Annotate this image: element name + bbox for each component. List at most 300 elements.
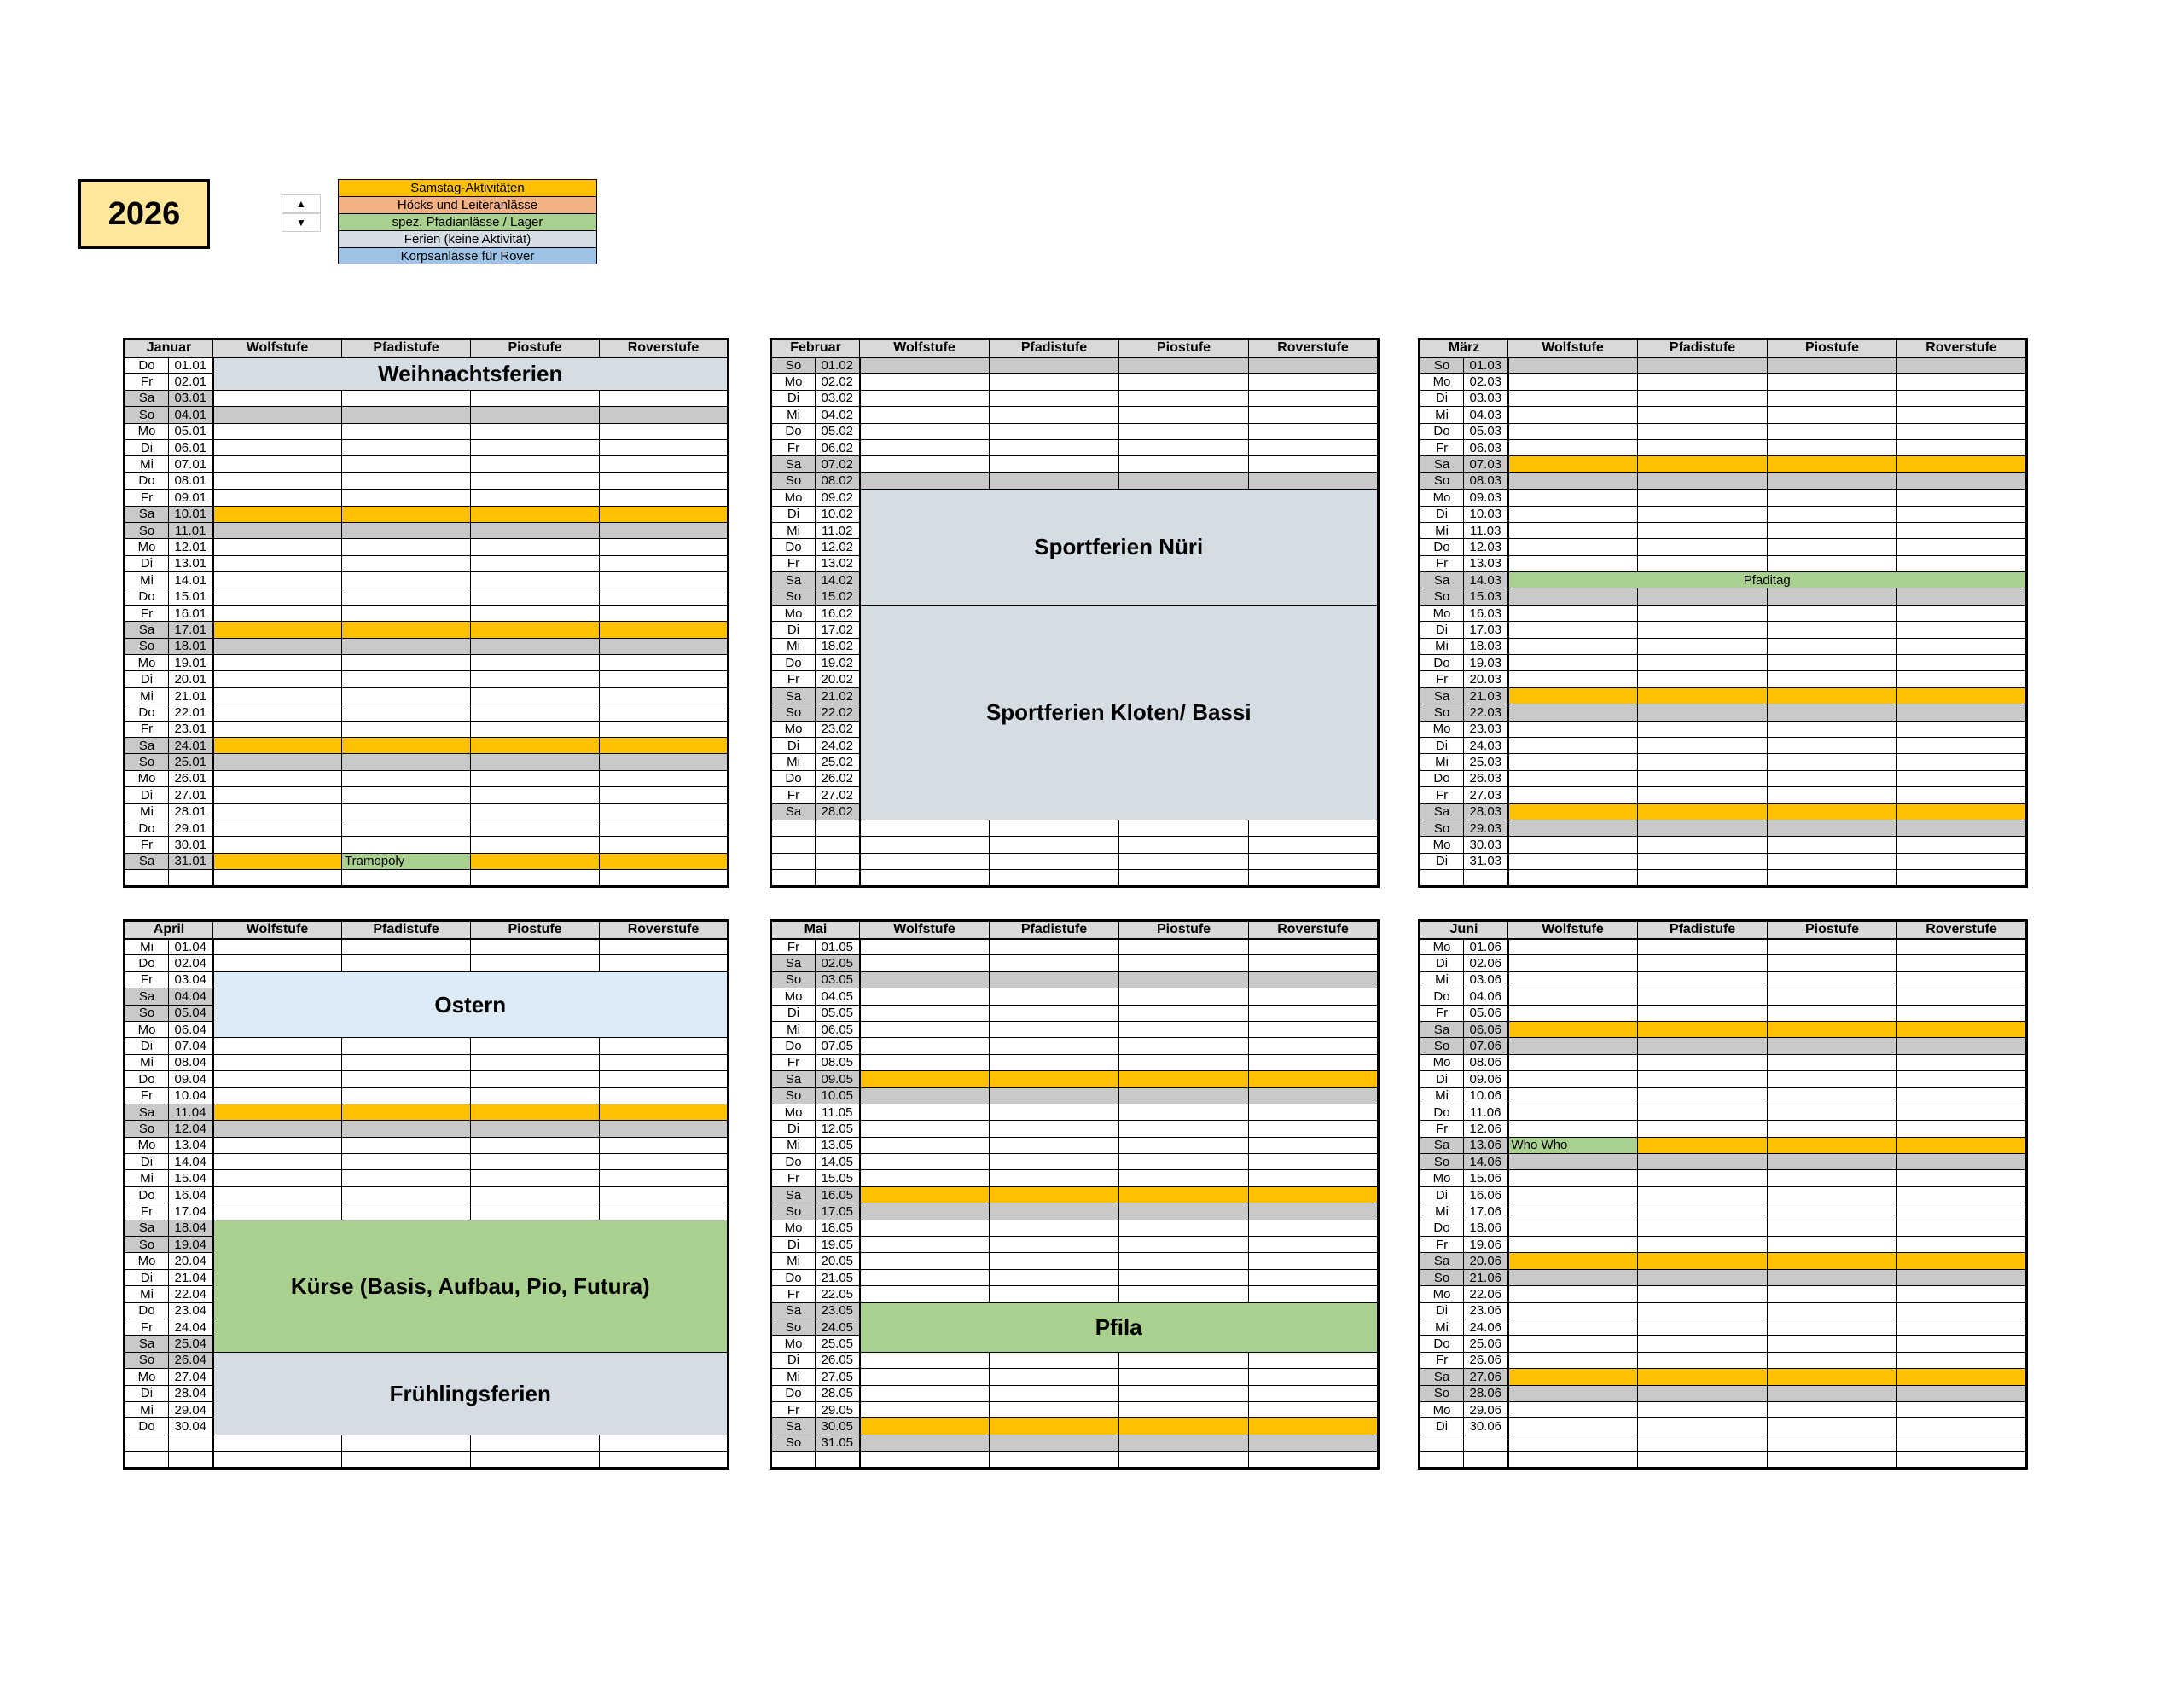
activity-cell[interactable] xyxy=(471,522,600,538)
activity-cell[interactable] xyxy=(1638,1352,1768,1368)
activity-cell[interactable] xyxy=(860,1385,990,1401)
activity-cell[interactable] xyxy=(1638,1054,1768,1070)
activity-cell[interactable] xyxy=(1768,539,1897,555)
activity-cell[interactable] xyxy=(471,390,600,406)
activity-cell[interactable] xyxy=(990,1038,1119,1054)
activity-cell[interactable] xyxy=(990,1435,1119,1451)
activity-cell[interactable] xyxy=(471,407,600,423)
activity-cell[interactable] xyxy=(213,1087,342,1104)
activity-cell[interactable] xyxy=(990,1220,1119,1236)
activity-cell[interactable] xyxy=(213,555,342,571)
activity-cell[interactable] xyxy=(600,1203,729,1220)
activity-cell[interactable] xyxy=(213,572,342,588)
activity-cell[interactable] xyxy=(860,1269,990,1285)
activity-cell[interactable] xyxy=(1508,1253,1638,1269)
activity-cell[interactable] xyxy=(990,423,1119,439)
activity-cell[interactable] xyxy=(1768,555,1897,571)
activity-cell[interactable] xyxy=(213,1104,342,1120)
activity-cell[interactable] xyxy=(1768,1005,1897,1021)
activity-cell[interactable] xyxy=(1897,1319,2027,1335)
activity-cell[interactable] xyxy=(1897,1269,2027,1285)
activity-cell[interactable] xyxy=(1508,605,1638,621)
activity-cell[interactable] xyxy=(1508,423,1638,439)
activity-cell[interactable] xyxy=(1638,1302,1768,1319)
activity-cell[interactable] xyxy=(1897,588,2027,605)
activity-cell[interactable] xyxy=(342,490,471,506)
activity-cell[interactable] xyxy=(1119,1071,1249,1087)
activity-cell[interactable] xyxy=(471,605,600,621)
activity-cell[interactable] xyxy=(1897,1418,2027,1435)
activity-cell[interactable] xyxy=(860,1170,990,1186)
activity-cell[interactable] xyxy=(1119,939,1249,955)
activity-cell[interactable] xyxy=(1897,1021,2027,1037)
activity-cell[interactable] xyxy=(1249,1220,1379,1236)
activity-cell[interactable] xyxy=(1119,1154,1249,1170)
activity-cell[interactable] xyxy=(213,655,342,671)
activity-cell[interactable] xyxy=(860,456,990,472)
activity-cell[interactable] xyxy=(1768,423,1897,439)
activity-cell[interactable] xyxy=(1897,1435,2027,1451)
activity-cell[interactable] xyxy=(600,1071,729,1087)
activity-cell[interactable] xyxy=(1768,955,1897,971)
activity-cell[interactable] xyxy=(1508,737,1638,753)
activity-cell[interactable] xyxy=(342,622,471,638)
activity-cell[interactable] xyxy=(990,1121,1119,1137)
activity-cell[interactable] xyxy=(1768,1203,1897,1220)
activity-cell[interactable] xyxy=(213,588,342,605)
activity-cell[interactable] xyxy=(1897,971,2027,988)
activity-cell[interactable] xyxy=(1638,1121,1768,1137)
activity-cell[interactable] xyxy=(1508,837,1638,853)
activity-cell[interactable] xyxy=(1638,423,1768,439)
activity-cell[interactable] xyxy=(1249,1253,1379,1269)
activity-cell[interactable] xyxy=(213,638,342,654)
activity-cell[interactable] xyxy=(1768,1336,1897,1352)
activity-cell[interactable] xyxy=(471,770,600,786)
activity-cell[interactable] xyxy=(600,1170,729,1186)
activity-cell[interactable] xyxy=(1119,1352,1249,1368)
activity-cell[interactable] xyxy=(600,390,729,406)
activity-cell[interactable] xyxy=(600,1121,729,1137)
activity-cell[interactable] xyxy=(1897,555,2027,571)
activity-cell[interactable] xyxy=(1638,390,1768,406)
activity-cell[interactable] xyxy=(860,1021,990,1037)
activity-cell[interactable] xyxy=(342,939,471,955)
activity-cell[interactable] xyxy=(1897,490,2027,506)
activity-cell[interactable] xyxy=(860,1203,990,1220)
activity-cell[interactable] xyxy=(213,770,342,786)
activity-cell[interactable] xyxy=(1768,522,1897,538)
activity-cell[interactable] xyxy=(1508,1054,1638,1070)
activity-cell[interactable] xyxy=(600,853,729,869)
activity-cell[interactable] xyxy=(1638,522,1768,538)
activity-cell[interactable] xyxy=(1119,1087,1249,1104)
activity-cell[interactable] xyxy=(1768,472,1897,489)
activity-cell[interactable] xyxy=(860,1435,990,1451)
activity-cell[interactable] xyxy=(213,853,342,869)
activity-cell[interactable] xyxy=(213,490,342,506)
activity-cell[interactable] xyxy=(1768,787,1897,803)
activity-cell[interactable] xyxy=(860,1137,990,1153)
activity-cell[interactable] xyxy=(1119,837,1249,853)
activity-cell[interactable] xyxy=(1249,1286,1379,1302)
activity-cell[interactable] xyxy=(1249,423,1379,439)
activity-cell[interactable] xyxy=(600,1137,729,1153)
activity-cell[interactable] xyxy=(860,472,990,489)
activity-cell[interactable] xyxy=(471,1121,600,1137)
activity-cell[interactable] xyxy=(1508,988,1638,1005)
activity-cell[interactable] xyxy=(342,787,471,803)
activity-cell[interactable] xyxy=(600,638,729,654)
activity-cell[interactable] xyxy=(860,1369,990,1385)
activity-cell[interactable] xyxy=(600,423,729,439)
activity-cell[interactable] xyxy=(1249,1401,1379,1417)
activity-cell[interactable] xyxy=(1897,522,2027,538)
activity-cell[interactable] xyxy=(1119,1203,1249,1220)
activity-cell[interactable] xyxy=(1119,988,1249,1005)
activity-cell[interactable] xyxy=(471,787,600,803)
activity-cell[interactable] xyxy=(471,837,600,853)
activity-cell[interactable] xyxy=(600,1038,729,1054)
activity-cell[interactable] xyxy=(1897,1087,2027,1104)
activity-cell[interactable] xyxy=(1508,439,1638,455)
activity-cell[interactable] xyxy=(1638,1203,1768,1220)
activity-cell[interactable] xyxy=(1897,1286,2027,1302)
activity-cell[interactable] xyxy=(342,555,471,571)
activity-cell[interactable] xyxy=(1897,622,2027,638)
activity-cell[interactable] xyxy=(342,522,471,538)
activity-cell[interactable] xyxy=(1638,754,1768,770)
activity-cell[interactable] xyxy=(1119,1021,1249,1037)
activity-cell[interactable] xyxy=(1768,1269,1897,1285)
activity-cell[interactable] xyxy=(1638,853,1768,869)
activity-cell[interactable] xyxy=(1508,456,1638,472)
activity-cell[interactable] xyxy=(1119,407,1249,423)
activity-cell[interactable] xyxy=(1768,1071,1897,1087)
activity-cell[interactable] xyxy=(600,539,729,555)
activity-cell[interactable] xyxy=(1249,439,1379,455)
activity-cell[interactable] xyxy=(471,1137,600,1153)
activity-cell[interactable] xyxy=(471,687,600,704)
activity-cell[interactable] xyxy=(342,655,471,671)
activity-cell[interactable] xyxy=(1638,704,1768,721)
activity-cell[interactable] xyxy=(1897,955,2027,971)
activity-cell[interactable] xyxy=(1897,704,2027,721)
activity-cell[interactable] xyxy=(600,1104,729,1120)
activity-cell[interactable] xyxy=(860,853,990,869)
activity-cell[interactable] xyxy=(1897,1005,2027,1021)
activity-cell[interactable] xyxy=(1897,1203,2027,1220)
activity-cell[interactable] xyxy=(1768,490,1897,506)
activity-cell[interactable] xyxy=(1897,1038,2027,1054)
activity-cell[interactable] xyxy=(1249,955,1379,971)
activity-cell[interactable] xyxy=(1249,1021,1379,1037)
activity-cell[interactable] xyxy=(1638,1336,1768,1352)
activity-cell[interactable] xyxy=(1897,1220,2027,1236)
activity-cell[interactable] xyxy=(990,1005,1119,1021)
activity-cell[interactable] xyxy=(1508,638,1638,654)
activity-cell[interactable] xyxy=(860,1154,990,1170)
activity-cell[interactable] xyxy=(1508,971,1638,988)
activity-cell[interactable] xyxy=(1249,1154,1379,1170)
activity-cell[interactable] xyxy=(1508,1401,1638,1417)
activity-cell[interactable] xyxy=(1768,1054,1897,1070)
activity-cell[interactable] xyxy=(1508,407,1638,423)
activity-cell[interactable] xyxy=(860,1220,990,1236)
activity-cell[interactable] xyxy=(1249,1104,1379,1120)
activity-cell[interactable] xyxy=(1638,1385,1768,1401)
activity-cell[interactable] xyxy=(1119,1269,1249,1285)
activity-cell[interactable] xyxy=(1508,1336,1638,1352)
activity-cell[interactable] xyxy=(1897,456,2027,472)
activity-cell[interactable] xyxy=(1119,1054,1249,1070)
activity-cell[interactable] xyxy=(600,1186,729,1203)
activity-cell[interactable] xyxy=(600,555,729,571)
activity-cell[interactable] xyxy=(342,770,471,786)
activity-cell[interactable] xyxy=(1768,721,1897,737)
activity-cell[interactable] xyxy=(213,390,342,406)
activity-cell[interactable] xyxy=(342,456,471,472)
activity-cell[interactable] xyxy=(471,1170,600,1186)
activity-cell[interactable] xyxy=(1897,1104,2027,1120)
activity-cell[interactable] xyxy=(860,1286,990,1302)
activity-cell[interactable] xyxy=(1768,770,1897,786)
activity-cell[interactable] xyxy=(860,1186,990,1203)
activity-cell[interactable] xyxy=(860,439,990,455)
activity-cell[interactable] xyxy=(1249,390,1379,406)
activity-cell[interactable] xyxy=(342,1121,471,1137)
activity-cell[interactable] xyxy=(213,704,342,721)
activity-cell[interactable] xyxy=(1638,671,1768,687)
activity-cell[interactable] xyxy=(600,837,729,853)
activity-cell[interactable] xyxy=(1638,1154,1768,1170)
activity-cell[interactable] xyxy=(600,1154,729,1170)
activity-cell[interactable] xyxy=(600,622,729,638)
activity-cell[interactable] xyxy=(213,1137,342,1153)
activity-cell[interactable] xyxy=(1249,1121,1379,1137)
activity-cell[interactable] xyxy=(471,588,600,605)
activity-cell[interactable] xyxy=(342,1104,471,1120)
activity-cell[interactable] xyxy=(213,1071,342,1087)
activity-cell[interactable] xyxy=(1119,374,1249,390)
activity-cell[interactable] xyxy=(600,687,729,704)
event-cell[interactable]: Who Who xyxy=(1508,1137,1638,1153)
activity-cell[interactable] xyxy=(213,1154,342,1170)
activity-cell[interactable] xyxy=(860,1253,990,1269)
activity-cell[interactable] xyxy=(1638,555,1768,571)
activity-cell[interactable] xyxy=(990,472,1119,489)
activity-cell[interactable] xyxy=(213,1170,342,1186)
activity-cell[interactable] xyxy=(1638,820,1768,836)
activity-cell[interactable] xyxy=(1638,1071,1768,1087)
activity-cell[interactable] xyxy=(1638,939,1768,955)
activity-cell[interactable] xyxy=(1638,1253,1768,1269)
activity-cell[interactable] xyxy=(1249,1137,1379,1153)
activity-cell[interactable] xyxy=(860,1071,990,1087)
activity-cell[interactable] xyxy=(471,721,600,737)
activity-cell[interactable] xyxy=(213,1054,342,1070)
activity-cell[interactable] xyxy=(860,1418,990,1435)
activity-cell[interactable] xyxy=(342,1071,471,1087)
activity-cell[interactable] xyxy=(1119,390,1249,406)
activity-cell[interactable] xyxy=(471,622,600,638)
activity-cell[interactable] xyxy=(1119,1435,1249,1451)
activity-cell[interactable] xyxy=(213,439,342,455)
activity-cell[interactable] xyxy=(1508,1352,1638,1368)
activity-cell[interactable] xyxy=(471,572,600,588)
activity-cell[interactable] xyxy=(1768,1220,1897,1236)
activity-cell[interactable] xyxy=(860,1054,990,1070)
activity-cell[interactable] xyxy=(860,837,990,853)
activity-cell[interactable] xyxy=(1768,506,1897,522)
activity-cell[interactable] xyxy=(1638,539,1768,555)
activity-cell[interactable] xyxy=(990,988,1119,1005)
activity-cell[interactable] xyxy=(1119,1418,1249,1435)
activity-cell[interactable] xyxy=(342,1137,471,1153)
activity-cell[interactable] xyxy=(213,1121,342,1137)
activity-cell[interactable] xyxy=(1638,472,1768,489)
activity-cell[interactable] xyxy=(342,687,471,704)
activity-cell[interactable] xyxy=(1508,1319,1638,1335)
activity-cell[interactable] xyxy=(1508,1186,1638,1203)
activity-cell[interactable] xyxy=(1638,1087,1768,1104)
activity-cell[interactable] xyxy=(471,1038,600,1054)
activity-cell[interactable] xyxy=(1768,1021,1897,1037)
activity-cell[interactable] xyxy=(1249,357,1379,374)
activity-cell[interactable] xyxy=(860,1352,990,1368)
activity-cell[interactable] xyxy=(1638,955,1768,971)
activity-cell[interactable] xyxy=(1508,1021,1638,1037)
activity-cell[interactable] xyxy=(1249,1170,1379,1186)
activity-cell[interactable] xyxy=(471,1087,600,1104)
activity-cell[interactable] xyxy=(1249,1352,1379,1368)
activity-cell[interactable] xyxy=(1249,1071,1379,1087)
activity-cell[interactable] xyxy=(1638,1137,1768,1153)
activity-cell[interactable] xyxy=(1638,374,1768,390)
activity-cell[interactable] xyxy=(1897,988,2027,1005)
activity-cell[interactable] xyxy=(342,638,471,654)
activity-cell[interactable] xyxy=(1897,737,2027,753)
activity-cell[interactable] xyxy=(1768,837,1897,853)
activity-cell[interactable] xyxy=(1768,456,1897,472)
activity-cell[interactable] xyxy=(600,820,729,836)
activity-cell[interactable] xyxy=(1897,472,2027,489)
activity-cell[interactable] xyxy=(471,803,600,820)
activity-cell[interactable] xyxy=(342,1154,471,1170)
activity-cell[interactable] xyxy=(213,423,342,439)
activity-cell[interactable] xyxy=(1768,1038,1897,1054)
activity-cell[interactable] xyxy=(342,1038,471,1054)
activity-cell[interactable] xyxy=(342,472,471,489)
activity-cell[interactable] xyxy=(1897,1071,2027,1087)
activity-cell[interactable] xyxy=(1249,1038,1379,1054)
activity-cell[interactable] xyxy=(600,407,729,423)
activity-cell[interactable] xyxy=(860,1237,990,1253)
activity-cell[interactable] xyxy=(213,539,342,555)
activity-cell[interactable] xyxy=(990,1401,1119,1417)
activity-cell[interactable] xyxy=(1508,853,1638,869)
activity-cell[interactable] xyxy=(1508,1170,1638,1186)
activity-cell[interactable] xyxy=(1119,439,1249,455)
activity-cell[interactable] xyxy=(1897,655,2027,671)
activity-cell[interactable] xyxy=(1508,955,1638,971)
activity-cell[interactable] xyxy=(213,671,342,687)
activity-cell[interactable] xyxy=(1119,357,1249,374)
activity-cell[interactable] xyxy=(1119,1369,1249,1385)
activity-cell[interactable] xyxy=(1508,1154,1638,1170)
activity-cell[interactable] xyxy=(342,704,471,721)
activity-cell[interactable] xyxy=(1249,1418,1379,1435)
activity-cell[interactable] xyxy=(1768,357,1897,374)
activity-cell[interactable] xyxy=(1249,456,1379,472)
activity-cell[interactable] xyxy=(1768,1319,1897,1335)
activity-cell[interactable] xyxy=(342,737,471,753)
activity-cell[interactable] xyxy=(990,1054,1119,1070)
activity-cell[interactable] xyxy=(1768,687,1897,704)
activity-cell[interactable] xyxy=(1638,1286,1768,1302)
activity-cell[interactable] xyxy=(1897,837,2027,853)
spinner-down-icon[interactable]: ▼ xyxy=(282,213,321,232)
activity-cell[interactable] xyxy=(1249,1269,1379,1285)
activity-cell[interactable] xyxy=(990,1237,1119,1253)
activity-cell[interactable] xyxy=(1768,605,1897,621)
activity-cell[interactable] xyxy=(342,572,471,588)
activity-cell[interactable] xyxy=(1508,522,1638,538)
activity-cell[interactable] xyxy=(213,687,342,704)
activity-cell[interactable] xyxy=(600,472,729,489)
activity-cell[interactable] xyxy=(990,1352,1119,1368)
activity-cell[interactable] xyxy=(600,1435,729,1451)
activity-cell[interactable] xyxy=(1119,1137,1249,1153)
activity-cell[interactable] xyxy=(600,522,729,538)
activity-cell[interactable] xyxy=(1768,1401,1897,1417)
activity-cell[interactable] xyxy=(1768,971,1897,988)
activity-cell[interactable] xyxy=(1508,655,1638,671)
activity-cell[interactable] xyxy=(1508,820,1638,836)
activity-cell[interactable] xyxy=(1249,407,1379,423)
activity-cell[interactable] xyxy=(213,1435,342,1451)
activity-cell[interactable] xyxy=(600,572,729,588)
activity-cell[interactable] xyxy=(1249,1435,1379,1451)
activity-cell[interactable] xyxy=(1897,853,2027,869)
activity-cell[interactable] xyxy=(1508,1038,1638,1054)
spinner-up-icon[interactable]: ▲ xyxy=(282,194,321,213)
activity-cell[interactable] xyxy=(990,1154,1119,1170)
activity-cell[interactable] xyxy=(342,820,471,836)
activity-cell[interactable] xyxy=(471,1203,600,1220)
activity-cell[interactable] xyxy=(1768,671,1897,687)
activity-cell[interactable] xyxy=(1508,1237,1638,1253)
activity-cell[interactable] xyxy=(213,837,342,853)
activity-cell[interactable] xyxy=(600,588,729,605)
activity-cell[interactable] xyxy=(1249,1186,1379,1203)
activity-cell[interactable] xyxy=(1508,1071,1638,1087)
activity-cell[interactable] xyxy=(342,439,471,455)
activity-cell[interactable] xyxy=(990,1087,1119,1104)
activity-cell[interactable] xyxy=(1249,853,1379,869)
activity-cell[interactable] xyxy=(1508,374,1638,390)
activity-cell[interactable] xyxy=(1508,1385,1638,1401)
activity-cell[interactable] xyxy=(990,1418,1119,1435)
activity-cell[interactable] xyxy=(471,754,600,770)
activity-cell[interactable] xyxy=(471,456,600,472)
activity-cell[interactable] xyxy=(1638,1021,1768,1037)
activity-cell[interactable] xyxy=(213,472,342,489)
activity-cell[interactable] xyxy=(1638,655,1768,671)
activity-cell[interactable] xyxy=(471,555,600,571)
activity-cell[interactable] xyxy=(860,374,990,390)
activity-cell[interactable] xyxy=(1249,1385,1379,1401)
